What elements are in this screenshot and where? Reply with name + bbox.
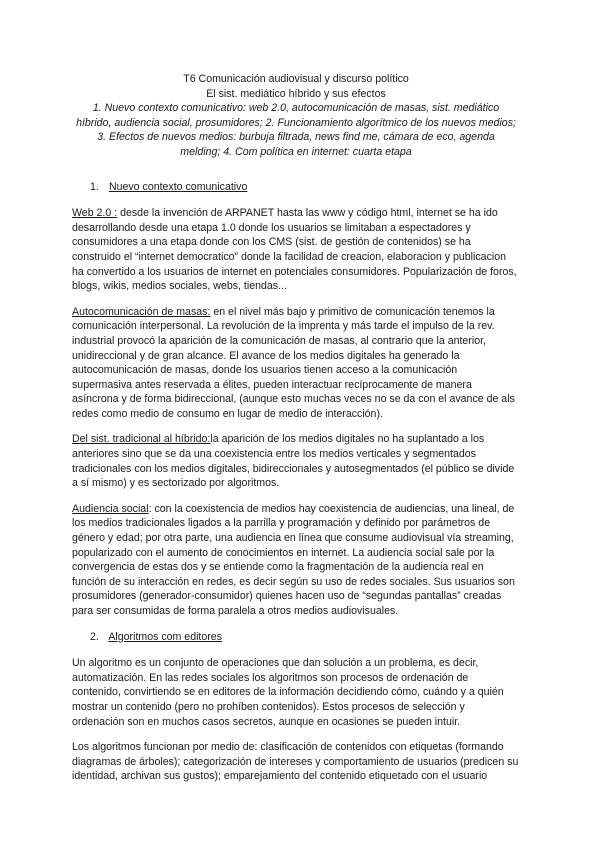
paragraph <box>72 656 520 729</box>
paragraph-text: en el nivel más bajo y primitivo de comunicación tenemos la comunicación interpersonal. La revolución de la imprenta y más tarde el impulso de la rev. industrial provocó la aparición de la comunicación de masas, al contrario que la anterior, unidireccional y de gran alcance. El avance de los medios digitales ha generado la autocomunicación de masas, donde los usuarios tienen acceso a la comunicación supermasiva antes reservada a élites, pueden interactuar recíprocamente de manera asíncrona y de forma bidireccional, (aunque esto muchas veces no se da con el avance de als redes como medio de consumo en lugar de medio de interacción). <box>72 305 515 420</box>
paragraph <box>72 502 520 619</box>
section-number: 2. <box>90 630 99 643</box>
section-heading <box>90 630 520 645</box>
section-heading <box>90 180 520 195</box>
paragraph <box>72 740 520 784</box>
paragraph-term: Del sist. tradicional al híbrido: <box>72 433 211 446</box>
section-number: 1. <box>90 180 99 193</box>
paragraph-text: desde la invención de ARPANET hasta las www y código html, internet se ha ido desarrollando desde una etapa 1.0 donde los usuarios se limitaban a espectadores y consumidores a una etapa donde con los CMS (sist. de gestión de contenidos) se ha construido el “internet democratico” donde la facilidad de creacion, elaboracion y publicacion ha convertido a los usuarios de internet en potenciales consumidores. Popularización de foros, blogs, wikis, medios sociales, webs, tiendas... <box>72 207 517 293</box>
document-summary: 1. Nuevo contexto comunicativo: web 2.0, autocomunicación de masas, sist. mediático híbrido, audiencia social, prosumidores; 2. Funcionamiento algorítmico de los nuevos medios; 3. Efectos de nuevos medios: burbuja filtrada, news find me, cámara de eco, agenda melding; 4. Com política en internet: cuarta etapa <box>76 102 516 158</box>
document-subtitle: El sist. mediático híbrido y sus efectos <box>206 87 386 100</box>
document-title: T6 Comunicación audiovisual y discurso político <box>183 73 409 85</box>
paragraph <box>72 305 520 422</box>
paragraph-text: Los algoritmos funcionan por medio de: clasificación de contenidos con etiquetas (formando diagramas de árboles); categorización de intereses y comportamiento de usuarios (predicen su identidad, archivan sus gustos); emparejamiento del contenido etiquetado con el usuario <box>72 741 519 783</box>
section-2 <box>72 630 520 784</box>
paragraph-text: : con la coexistencia de medios hay coexistencia de audiencias, una lineal, de los medios tradicionales ligados a la parrilla y programación y definido por parámetros de género y edad; por otra parte, una audiencia en línea que consume audiovisual vía streaming, popularizado con el aumento de conocimientos en internet. La audiencia social sale por la convergencia de estas dos y se entiende como la fragmentación de la audiencia real en función de su interacción en redes, es decir según su uso de redes sociales. Sus usuarios son prosumidores (generador-consumidor) quienes hacen uso de “segundas pantallas” creadas para ser consumidas de forma paralela a otros medios audiovisuales. <box>72 502 515 617</box>
paragraph-term: Audiencia social <box>72 502 149 515</box>
section-title: Algoritmos com editores <box>108 630 222 643</box>
paragraph <box>72 206 520 294</box>
paragraph-term: Web 2.0 : <box>72 207 118 220</box>
paragraph-term: Autocomunicación de masas: <box>72 305 211 318</box>
paragraph-text: la aparición de los medios digitales no ha suplantado a los anteriores sino que se da una coexistencia entre los medios verticales y segmentados tradicionales con los medios digitales, bidireccionales y autosegmentados (el público se divide a sí mismo) y es sectorizado por algoritmos. <box>72 433 515 490</box>
section-title: Nuevo contexto comunicativo <box>108 180 248 193</box>
document-header <box>72 72 520 160</box>
paragraph <box>72 432 520 490</box>
paragraph-text: Un algoritmo es un conjunto de operaciones que dan solución a un problema, es decir, automatización. En las redes sociales los algoritmos son procesos de ordenación de contenido, convirtiendo se en editores de la información decidiendo cómo, cuándo y a quién mostrar un contenido (pero no prohíben contenidos). Estos procesos de selección y ordenación son en muchos casos secretos, aunque en ocasiones se pueden intuir. <box>72 657 504 728</box>
section-1 <box>72 180 520 619</box>
